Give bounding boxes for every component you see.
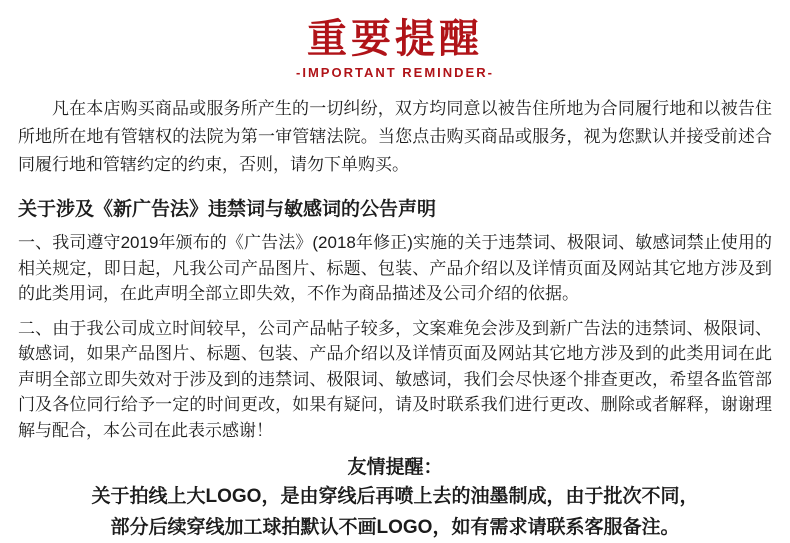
announcement-clause-one: 一、我司遵守2019年颁布的《广告法》(2018年修正)实施的关于违禁词、极限词、敏感词禁止使用的相关规定，即日起，凡我公司产品图片、标题、包装、产品介绍以及详情页面及网站其它地方涉及到的此类用词，在此声明全部立即失效，不作为商品描述及公司介绍的依据。 — [18, 233, 772, 303]
friendly-reminder-section — [0, 455, 790, 543]
ad-law-announcement-heading: 关于涉及《新广告法》违禁词与敏感词的公告声明 — [18, 199, 437, 220]
notice-header — [0, 16, 790, 80]
friendly-reminder-heading: 友情提醒： — [347, 457, 443, 478]
page-subtitle: -IMPORTANT REMINDER- — [296, 65, 494, 80]
dispute-jurisdiction-paragraph: 凡在本店购买商品或服务所产生的一切纠纷，双方均同意以被告住所地为合同履行地和以被告住所地所在地有管辖权的法院为第一审管辖法院。当您点击购买商品或服务，视为您默认并接受前述合同履行地和管辖约定的约束，否则，请勿下单购买。 — [18, 99, 772, 174]
announcement-clause-two: 二、由于我公司成立时间较早，公司产品帖子较多，文案难免会涉及到新广告法的违禁词、极限词、敏感词，如果产品图片、标题、包装、产品介绍以及详情页面及网站其它地方涉及到的此类用词在此声明全部立即失效对于涉及到的违禁词、极限词、敏感词，我们会尽快逐个排查更改，希望各监管部门及各位同行给予一定的时间更改，如果有疑问，请及时联系我们进行更改、删除或者解释，谢谢理解与配合，本公司在此表示感谢！ — [18, 318, 772, 440]
friendly-reminder-line-1: 关于拍线上大LOGO，是由穿线后再喷上去的油墨制成，由于批次不同， — [91, 486, 699, 507]
page-title: 重要提醒 — [307, 17, 483, 61]
friendly-reminder-line-2: 部分后续穿线加工球拍默认不画LOGO，如有需求请联系客服备注。 — [110, 517, 680, 538]
